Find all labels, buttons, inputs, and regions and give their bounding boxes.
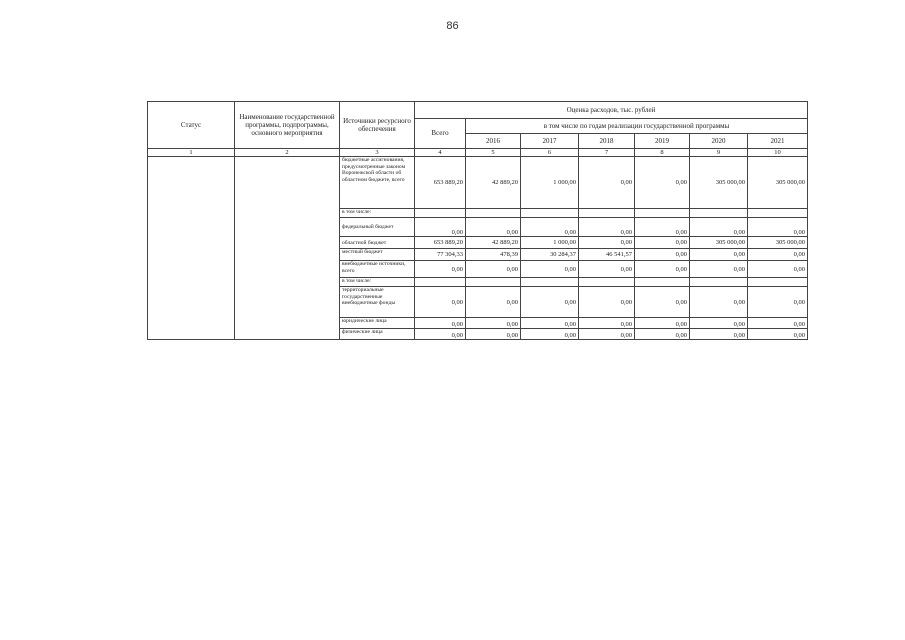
value-2021: 305 000,00: [748, 237, 808, 249]
value-2019: 0,00: [635, 249, 690, 261]
column-number-row: [148, 149, 808, 157]
source-label: физические лица: [340, 329, 415, 340]
value-2018: 0,00: [579, 329, 635, 340]
value-2019: 0,00: [635, 287, 690, 318]
source-label: федеральный бюджет: [340, 218, 415, 237]
value-2017: 1 000,00: [521, 237, 579, 249]
value-2019: [635, 209, 690, 218]
value-2021: [748, 278, 808, 287]
header-by-years: в том числе по годам реализации государственной программы: [466, 119, 808, 134]
value-2017: [521, 278, 579, 287]
value-2020: 0,00: [690, 261, 748, 278]
value-total: [415, 278, 466, 287]
source-label: внебюджетные источники, всего: [340, 261, 415, 278]
column-number: 8: [635, 149, 690, 157]
header-estimate: Оценка расходов, тыс. рублей: [415, 102, 808, 119]
value-2021: 0,00: [748, 329, 808, 340]
source-label: территориальные государственные внебюджетные фонды: [340, 287, 415, 318]
header-total: Всего: [415, 119, 466, 149]
page-number: 86: [446, 20, 459, 32]
header-year: 2018: [579, 134, 635, 149]
value-2016: 0,00: [466, 318, 521, 329]
value-2020: 305 000,00: [690, 157, 748, 209]
value-2020: 0,00: [690, 318, 748, 329]
value-2016: 0,00: [466, 329, 521, 340]
value-2019: 0,00: [635, 218, 690, 237]
status-cell: [148, 157, 235, 340]
value-total: 653 889,20: [415, 157, 466, 209]
column-number: 1: [148, 149, 235, 157]
value-2019: 0,00: [635, 329, 690, 340]
value-2021: 305 000,00: [748, 157, 808, 209]
value-2016: [466, 278, 521, 287]
column-number: 3: [340, 149, 415, 157]
value-2016: 478,39: [466, 249, 521, 261]
source-label: юридические лица: [340, 318, 415, 329]
value-total: 653 889,20: [415, 237, 466, 249]
value-total: 0,00: [415, 287, 466, 318]
value-2021: 0,00: [748, 318, 808, 329]
value-2018: 0,00: [579, 157, 635, 209]
source-label: областной бюджет: [340, 237, 415, 249]
header-name: Наименование государственной программы, подпрограммы, основного мероприятия: [235, 102, 340, 149]
column-number: 2: [235, 149, 340, 157]
value-2017: 30 284,37: [521, 249, 579, 261]
source-label: в том числе:: [340, 209, 415, 218]
value-2018: [579, 209, 635, 218]
value-total: 0,00: [415, 329, 466, 340]
header-year: 2016: [466, 134, 521, 149]
value-2018: 0,00: [579, 237, 635, 249]
value-2016: 0,00: [466, 261, 521, 278]
column-number: 4: [415, 149, 466, 157]
value-2021: 0,00: [748, 249, 808, 261]
header-year: 2020: [690, 134, 748, 149]
value-2021: 0,00: [748, 218, 808, 237]
column-number: 10: [748, 149, 808, 157]
value-2017: 0,00: [521, 218, 579, 237]
value-2018: 46 541,57: [579, 249, 635, 261]
value-2016: 42 889,20: [466, 237, 521, 249]
value-2020: 0,00: [690, 329, 748, 340]
value-2019: 0,00: [635, 237, 690, 249]
value-2020: [690, 278, 748, 287]
value-2018: 0,00: [579, 261, 635, 278]
value-2017: [521, 209, 579, 218]
source-label: бюджетные ассигнования, предусмотренные законом Воронежской области об областном бюджете, всего: [340, 157, 415, 209]
header-year: 2021: [748, 134, 808, 149]
value-total: [415, 209, 466, 218]
header-year: 2017: [521, 134, 579, 149]
value-2017: 1 000,00: [521, 157, 579, 209]
value-total: 77 304,33: [415, 249, 466, 261]
source-label: местный бюджет: [340, 249, 415, 261]
value-2017: 0,00: [521, 329, 579, 340]
value-2018: [579, 278, 635, 287]
value-2016: 0,00: [466, 287, 521, 318]
source-label: в том числе:: [340, 278, 415, 287]
value-2017: 0,00: [521, 287, 579, 318]
value-2020: [690, 209, 748, 218]
header-sources: Источники ресурсного обеспечения: [340, 102, 415, 149]
table-row: [148, 157, 808, 209]
value-2021: 0,00: [748, 261, 808, 278]
value-2016: [466, 209, 521, 218]
value-2018: 0,00: [579, 287, 635, 318]
value-2020: 0,00: [690, 218, 748, 237]
header-year: 2019: [635, 134, 690, 149]
value-2017: 0,00: [521, 261, 579, 278]
value-total: 0,00: [415, 318, 466, 329]
value-2016: 0,00: [466, 218, 521, 237]
value-total: 0,00: [415, 261, 466, 278]
value-2019: 0,00: [635, 318, 690, 329]
budget-table: [147, 101, 808, 340]
header-status: Статус: [148, 102, 235, 149]
value-2019: [635, 278, 690, 287]
value-2019: 0,00: [635, 261, 690, 278]
column-number: 7: [579, 149, 635, 157]
value-2020: 0,00: [690, 287, 748, 318]
column-number: 5: [466, 149, 521, 157]
value-2019: 0,00: [635, 157, 690, 209]
value-2020: 305 000,00: [690, 237, 748, 249]
value-2018: 0,00: [579, 218, 635, 237]
value-2021: [748, 209, 808, 218]
value-2016: 42 889,20: [466, 157, 521, 209]
column-number: 9: [690, 149, 748, 157]
value-total: 0,00: [415, 218, 466, 237]
column-number: 6: [521, 149, 579, 157]
value-2021: 0,00: [748, 287, 808, 318]
value-2017: 0,00: [521, 318, 579, 329]
name-cell: [235, 157, 340, 340]
value-2018: 0,00: [579, 318, 635, 329]
value-2020: 0,00: [690, 249, 748, 261]
